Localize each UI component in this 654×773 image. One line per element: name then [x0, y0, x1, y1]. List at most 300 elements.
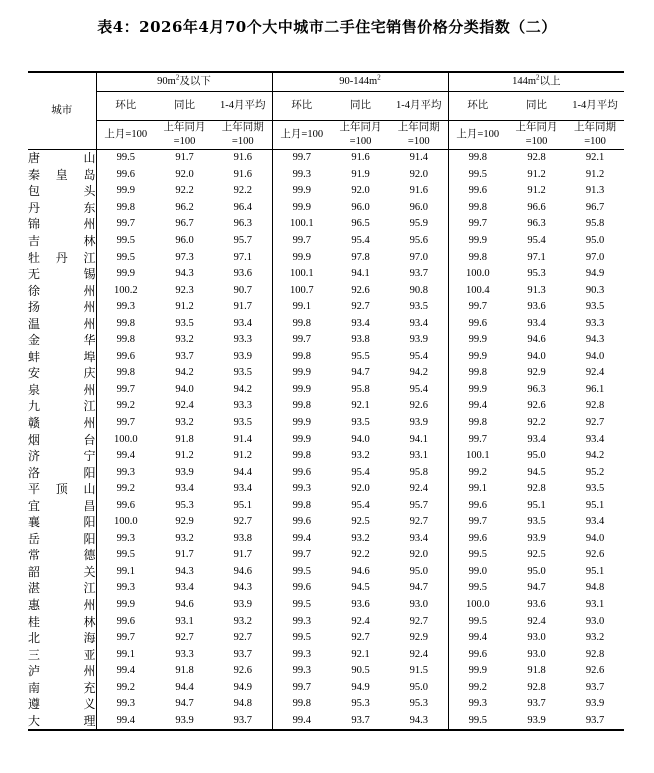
value-cell: 99.8 [116, 334, 135, 346]
base-header: 上年同月=100 [331, 121, 390, 150]
value-cell: 99.9 [116, 268, 135, 280]
value-cell: 99.8 [468, 367, 487, 379]
base-header: 上年同期=100 [390, 121, 448, 150]
value-cell: 99.7 [116, 417, 135, 429]
table-row [28, 282, 624, 299]
value-cell: 99.8 [292, 499, 311, 511]
city-char: 襄 [28, 515, 41, 530]
value-cell: 100.0 [465, 268, 490, 280]
city-name [28, 663, 96, 679]
table-row [28, 464, 624, 481]
value-cell: 94.2 [175, 367, 194, 379]
city-cell [28, 349, 96, 366]
value-cell: 94.0 [527, 350, 546, 362]
value-cell: 93.4 [214, 315, 272, 332]
value-cell: 96.6 [527, 201, 546, 213]
value-cell: 99.7 [468, 516, 487, 528]
city-char: 大 [28, 713, 41, 728]
city-char: 九 [28, 399, 41, 414]
value-cell: 92.4 [527, 615, 546, 627]
value-cell: 95.4 [390, 349, 448, 366]
value-cell: 93.5 [585, 483, 605, 495]
city-name [28, 465, 96, 481]
value-cell: 96.0 [175, 235, 194, 246]
city-char: 江 [83, 250, 96, 265]
value-cell: 93.4 [390, 315, 448, 332]
value-cell: 99.9 [292, 251, 311, 263]
city-cell [28, 167, 96, 184]
city-name [28, 316, 96, 332]
value-cell: 93.5 [585, 301, 605, 313]
value-cell: 99.5 [116, 251, 135, 263]
value-cell: 99.8 [292, 698, 311, 710]
base-header: 上月=100 [96, 121, 155, 150]
city-char: 山 [83, 482, 96, 497]
value-cell: 99.9 [468, 383, 487, 395]
value-cell: 99.2 [116, 400, 135, 412]
value-cell: 92.8 [527, 483, 546, 495]
value-cell: 93.6 [351, 599, 370, 611]
table-row [28, 448, 624, 465]
table-row [28, 315, 624, 332]
value-cell: 99.8 [468, 201, 487, 213]
city-char: 理 [83, 713, 96, 728]
city-cell [28, 464, 96, 481]
base-header: 上年同期=100 [566, 121, 624, 150]
value-cell: 91.9 [351, 168, 370, 180]
value-cell: 99.3 [292, 648, 311, 660]
value-cell: 99.3 [116, 466, 135, 478]
city-cell [28, 680, 96, 697]
value-cell: 92.7 [585, 417, 605, 429]
table-row [28, 613, 624, 630]
value-cell: 99.7 [116, 632, 135, 644]
value-cell: 95.5 [351, 350, 370, 362]
area-exponent: 2 [175, 73, 180, 82]
metric-header: 1-4月平均 [390, 92, 448, 121]
value-cell: 92.1 [351, 400, 370, 412]
value-cell: 91.5 [390, 663, 448, 680]
city-cell [28, 266, 96, 283]
value-cell: 94.3 [175, 268, 194, 280]
value-cell: 92.6 [214, 663, 272, 680]
area-prefix: 144m [512, 76, 536, 87]
value-cell: 92.1 [585, 152, 605, 164]
city-cell [28, 431, 96, 448]
value-cell: 100.0 [113, 516, 138, 528]
city-char: 江 [83, 581, 96, 596]
city-name [28, 398, 96, 414]
value-cell: 99.6 [468, 532, 487, 544]
value-cell: 99.8 [116, 317, 135, 329]
value-cell: 95.8 [390, 464, 448, 481]
city-char: 顶 [55, 482, 68, 497]
value-cell: 92.1 [351, 648, 370, 660]
value-cell: 94.2 [390, 365, 448, 382]
city-cell [28, 564, 96, 581]
area-exponent: 2 [535, 73, 540, 82]
city-char: 牡 [28, 250, 41, 265]
value-cell: 99.9 [468, 665, 487, 677]
city-name [28, 547, 96, 563]
value-cell: 94.2 [214, 382, 272, 399]
value-cell: 93.4 [585, 516, 605, 528]
value-cell: 99.7 [468, 218, 487, 230]
city-char: 昌 [83, 498, 96, 513]
value-cell: 99.2 [468, 681, 487, 693]
value-cell: 93.2 [351, 532, 370, 544]
value-cell: 99.7 [292, 235, 311, 246]
value-cell: 99.7 [116, 383, 135, 395]
value-cell: 92.6 [527, 400, 546, 412]
value-cell: 93.5 [527, 516, 546, 528]
city-name [28, 365, 96, 381]
city-char: 遵 [28, 697, 41, 712]
value-cell: 92.4 [585, 367, 605, 379]
value-cell: 95.2 [585, 466, 605, 478]
metric-header: 同比 [155, 92, 214, 121]
value-cell: 93.7 [214, 713, 272, 731]
value-cell: 94.7 [175, 698, 194, 710]
value-cell: 94.6 [175, 599, 194, 611]
value-cell: 99.4 [468, 632, 487, 644]
value-cell: 93.9 [214, 349, 272, 366]
value-cell: 93.9 [390, 415, 448, 432]
value-cell: 95.0 [390, 564, 448, 581]
value-cell: 93.4 [214, 481, 272, 498]
city-char: 庆 [83, 366, 96, 381]
city-cell [28, 613, 96, 630]
base-header: 上年同月=100 [155, 121, 214, 150]
value-cell: 92.0 [351, 185, 370, 197]
value-cell: 91.6 [390, 183, 448, 200]
city-name [28, 630, 96, 646]
value-cell: 93.9 [527, 532, 546, 544]
city-char: 常 [28, 548, 41, 563]
value-cell: 99.1 [116, 648, 135, 660]
city-char: 唐 [28, 151, 41, 166]
city-cell [28, 481, 96, 498]
city-char: 洛 [28, 465, 41, 480]
value-cell: 99.3 [116, 532, 135, 544]
table-row [28, 680, 624, 697]
value-cell: 93.5 [390, 299, 448, 316]
value-cell: 99.4 [116, 665, 135, 677]
table-row [28, 266, 624, 283]
city-char: 韶 [28, 564, 41, 579]
value-cell: 94.4 [175, 681, 194, 693]
area-group-header [96, 72, 272, 92]
table-row [28, 547, 624, 564]
table-row [28, 646, 624, 663]
value-cell: 92.6 [351, 284, 370, 296]
table-row [28, 597, 624, 614]
value-cell: 99.7 [292, 681, 311, 693]
value-cell: 96.7 [585, 201, 605, 213]
city-char: 赣 [28, 416, 41, 431]
value-cell: 96.0 [351, 201, 370, 213]
metric-header: 1-4月平均 [214, 92, 272, 121]
value-cell: 99.5 [292, 599, 311, 611]
city-cell [28, 547, 96, 564]
city-name [28, 299, 96, 315]
value-cell: 94.5 [527, 466, 546, 478]
city-cell [28, 150, 96, 167]
table-row [28, 580, 624, 597]
value-cell: 92.0 [175, 168, 194, 180]
city-char: 秦 [28, 167, 41, 182]
value-cell: 99.7 [292, 152, 311, 164]
value-cell: 92.5 [527, 549, 546, 561]
value-cell: 91.2 [214, 448, 272, 465]
value-cell: 95.7 [390, 497, 448, 514]
value-cell: 99.6 [292, 582, 311, 594]
value-cell: 99.4 [292, 532, 311, 544]
city-name [28, 481, 96, 497]
table-row [28, 564, 624, 581]
city-cell [28, 398, 96, 415]
value-cell: 95.0 [527, 450, 546, 462]
table-row [28, 696, 624, 713]
base-header: 上月=100 [448, 121, 507, 150]
table-row [28, 332, 624, 349]
area-group-header [272, 72, 448, 92]
city-cell [28, 580, 96, 597]
value-cell: 96.3 [527, 383, 546, 395]
value-cell: 95.3 [351, 698, 370, 710]
value-cell: 94.0 [351, 433, 370, 445]
value-cell: 94.0 [175, 383, 194, 395]
value-cell: 92.8 [527, 681, 546, 693]
city-char: 江 [83, 399, 96, 414]
table-row [28, 481, 624, 498]
city-char: 华 [83, 333, 96, 348]
value-cell: 93.0 [390, 597, 448, 614]
city-cell [28, 282, 96, 299]
city-name [28, 216, 96, 232]
table-row [28, 183, 624, 200]
value-cell: 93.3 [214, 332, 272, 349]
value-cell: 93.9 [175, 466, 194, 478]
value-cell: 94.6 [214, 564, 272, 581]
value-cell: 99.9 [292, 201, 311, 213]
table-row [28, 299, 624, 316]
value-cell: 92.8 [585, 648, 605, 660]
value-cell: 99.5 [468, 168, 487, 180]
city-name [28, 432, 96, 448]
value-cell: 99.8 [468, 417, 487, 429]
value-cell: 96.3 [527, 218, 546, 230]
value-cell: 99.6 [468, 648, 487, 660]
value-cell: 99.9 [468, 235, 487, 246]
value-cell: 96.1 [585, 383, 605, 395]
value-cell: 96.5 [351, 218, 370, 230]
value-cell: 99.5 [292, 565, 311, 577]
city-char: 州 [83, 416, 96, 431]
value-cell: 93.7 [214, 646, 272, 663]
value-cell: 93.0 [527, 648, 546, 660]
value-cell: 91.4 [214, 431, 272, 448]
city-char: 岛 [83, 167, 96, 182]
value-cell: 93.9 [214, 597, 272, 614]
value-cell: 95.4 [527, 235, 546, 246]
city-name [28, 614, 96, 630]
value-cell: 96.3 [214, 216, 272, 233]
value-cell: 99.4 [116, 714, 135, 726]
table-row [28, 663, 624, 680]
value-cell: 100.7 [289, 284, 314, 296]
city-cell [28, 382, 96, 399]
value-cell: 90.7 [214, 282, 272, 299]
city-char: 泸 [28, 664, 41, 679]
value-cell: 91.4 [390, 150, 448, 167]
value-cell: 99.2 [116, 681, 135, 693]
value-cell: 92.6 [390, 398, 448, 415]
metric-header: 环比 [272, 92, 331, 121]
table-row [28, 167, 624, 184]
value-cell: 99.8 [116, 367, 135, 379]
value-cell: 94.8 [214, 696, 272, 713]
value-cell: 99.6 [116, 350, 135, 362]
table-row [28, 514, 624, 531]
city-name [28, 266, 96, 282]
value-cell: 93.7 [527, 698, 546, 710]
table-row [28, 233, 624, 250]
table-row [28, 415, 624, 432]
value-cell: 92.0 [390, 547, 448, 564]
value-cell: 93.1 [390, 448, 448, 465]
city-name [28, 448, 96, 464]
value-cell: 92.7 [214, 514, 272, 531]
city-name [28, 332, 96, 348]
value-cell: 95.1 [527, 499, 546, 511]
value-cell: 94.9 [214, 680, 272, 697]
value-cell: 92.7 [390, 514, 448, 531]
value-cell: 92.2 [214, 183, 272, 200]
value-cell: 99.5 [292, 632, 311, 644]
value-cell: 99.9 [116, 185, 135, 197]
value-cell: 93.7 [390, 266, 448, 283]
value-cell: 91.2 [585, 168, 605, 180]
city-name [28, 283, 96, 299]
value-cell: 99.5 [468, 615, 487, 627]
table-row [28, 630, 624, 647]
value-cell: 93.7 [175, 350, 194, 362]
value-cell: 99.8 [468, 251, 487, 263]
city-name [28, 415, 96, 431]
value-cell: 93.6 [214, 266, 272, 283]
city-char: 州 [83, 382, 96, 397]
value-cell: 94.7 [390, 580, 448, 597]
value-cell: 94.8 [585, 582, 605, 594]
city-char: 州 [83, 316, 96, 331]
value-cell: 99.3 [116, 698, 135, 710]
value-cell: 99.5 [468, 549, 487, 561]
city-char: 义 [83, 697, 96, 712]
value-cell: 93.4 [175, 582, 194, 594]
value-cell: 96.0 [390, 200, 448, 217]
value-cell: 91.7 [214, 299, 272, 316]
city-cell [28, 531, 96, 548]
value-cell: 92.3 [175, 284, 194, 296]
city-name [28, 531, 96, 547]
city-char: 平 [28, 482, 41, 497]
value-cell: 91.6 [351, 152, 370, 164]
value-cell: 90.5 [351, 665, 370, 677]
city-cell [28, 233, 96, 250]
value-cell: 99.3 [292, 615, 311, 627]
value-cell: 91.2 [175, 301, 194, 313]
city-char: 徐 [28, 283, 41, 298]
value-cell: 99.9 [116, 599, 135, 611]
value-cell: 93.7 [585, 714, 605, 726]
header-row-bases [28, 121, 624, 150]
value-cell: 90.3 [585, 284, 605, 296]
city-char: 温 [28, 316, 41, 331]
value-cell: 92.4 [175, 400, 194, 412]
city-name [28, 498, 96, 514]
city-char: 台 [83, 432, 96, 447]
value-cell: 95.4 [351, 499, 370, 511]
city-name [28, 564, 96, 580]
city-char: 阳 [83, 465, 96, 480]
value-cell: 94.6 [527, 334, 546, 346]
value-cell: 100.1 [289, 268, 314, 280]
value-cell: 93.9 [390, 332, 448, 349]
value-cell: 92.7 [175, 632, 194, 644]
city-char: 海 [83, 631, 96, 646]
value-cell: 99.9 [468, 350, 487, 362]
table-row [28, 531, 624, 548]
table-row [28, 713, 624, 731]
city-char: 丹 [55, 250, 68, 265]
area-group-header [448, 72, 624, 92]
value-cell: 95.4 [390, 382, 448, 399]
value-cell: 94.0 [585, 350, 605, 362]
value-cell: 99.8 [468, 152, 487, 164]
city-char: 阳 [83, 515, 96, 530]
value-cell: 94.3 [214, 580, 272, 597]
value-cell: 93.6 [527, 301, 546, 313]
city-cell [28, 200, 96, 217]
value-cell: 92.7 [390, 613, 448, 630]
city-char: 无 [28, 267, 41, 282]
city-char: 州 [83, 664, 96, 679]
value-cell: 95.0 [585, 235, 605, 246]
value-cell: 95.0 [390, 680, 448, 697]
header-row-metrics [28, 92, 624, 121]
city-name [28, 597, 96, 613]
value-cell: 93.5 [351, 417, 370, 429]
value-cell: 99.7 [468, 301, 487, 313]
value-cell: 93.4 [527, 433, 546, 445]
value-cell: 93.0 [527, 632, 546, 644]
value-cell: 91.2 [527, 185, 546, 197]
value-cell: 96.7 [175, 218, 194, 230]
value-cell: 91.8 [527, 665, 546, 677]
value-cell: 93.4 [527, 317, 546, 329]
table-row [28, 200, 624, 217]
value-cell: 91.8 [175, 665, 194, 677]
value-cell: 94.2 [585, 450, 605, 462]
value-cell: 94.1 [390, 431, 448, 448]
city-cell [28, 299, 96, 316]
value-cell: 90.8 [390, 282, 448, 299]
value-cell: 99.3 [116, 582, 135, 594]
value-cell: 93.2 [175, 417, 194, 429]
table-row [28, 431, 624, 448]
city-name [28, 580, 96, 596]
